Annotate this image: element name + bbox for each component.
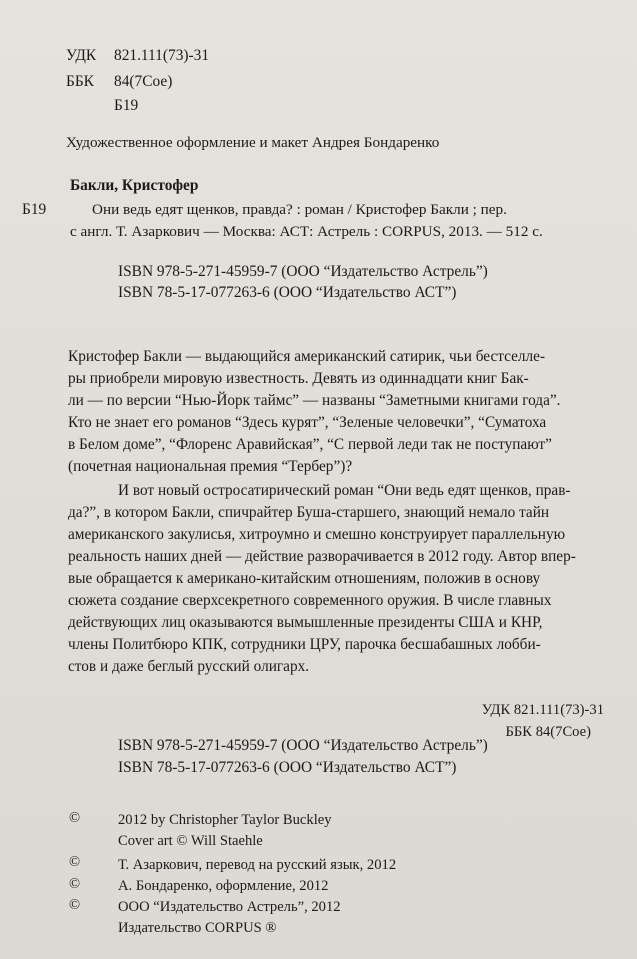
copyright-line: А. Бондаренко, оформление, 2012 (118, 878, 329, 894)
copyright-line: Cover art © Will Staehle (118, 833, 263, 849)
isbn-2: ISBN 78-5-17-077263-6 (ООО “Издательство АСТ”) (118, 759, 457, 776)
copyright-symbol: © (69, 810, 81, 826)
copyright-symbol: © (69, 876, 81, 892)
isbn-1: ISBN 978-5-271-45959-7 (ООО “Издательство Астрель”) (118, 737, 488, 754)
catalog-isbn-2: ISBN 78-5-17-077263-6 (ООО “Издательство АСТ”) (118, 284, 457, 301)
copyright-line: Т. Азаркович, перевод на русский язык, 2012 (118, 857, 397, 873)
annotation-line: сюжета создание сверхсекретного современного оружия. В числе главных (68, 592, 552, 609)
copyright-symbol: © (69, 854, 81, 870)
design-credit: Художественное оформление и макет Андрея Бондаренко (66, 134, 440, 151)
annotation-line: стов и даже беглый русский олигарх. (68, 658, 310, 675)
catalog-author-heading: Бакли, Кристофер (70, 177, 199, 194)
annotation-line: действующих лиц оказываются вымышленные президенты США и КНР, (68, 614, 543, 631)
annotation-line: ры приобрели мировую известность. Девять из одиннадцати книг Бак- (68, 370, 529, 387)
annotation-line: американского закулисья, хитроумно и смешно конструирует параллельную (68, 526, 566, 543)
annotation-line: реальность наших дней — действие разворачивается в 2012 году. Автор впер- (68, 548, 576, 565)
copyright-line: 2012 by Christopher Taylor Buckley (118, 812, 332, 828)
udk-value: 821.111(73)-31 (114, 47, 210, 64)
udk-code: УДК 821.111(73)-31 (481, 702, 604, 718)
annotation-line: И вот новый остросатирический роман “Они ведь едят щенков, прав- (118, 482, 571, 499)
annotation-line: вые обращается к американо-китайским отношениям, положив в основу (68, 570, 541, 587)
catalog-line-1: Они ведь едят щенков, правда? : роман / Кристофер Бакли ; пер. (92, 201, 507, 218)
annotation-line: (почетная национальная премия “Тербер”)? (68, 458, 353, 475)
bbk-label: ББК (66, 73, 94, 90)
catalog-isbn-1: ISBN 978-5-271-45959-7 (ООО “Издательство Астрель”) (118, 263, 488, 280)
copyright-line: ООО “Издательство Астрель”, 2012 (118, 899, 341, 915)
udk-label: УДК (66, 47, 97, 64)
author-mark: Б19 (114, 97, 139, 114)
annotation-line: в Белом доме”, “Флоренс Аравийская”, “С первой леди так не поступают” (68, 436, 552, 453)
copyright-line: Издательство CORPUS ® (118, 920, 277, 936)
copyright-symbol: © (69, 897, 81, 913)
catalog-margin-mark: Б19 (22, 201, 47, 218)
annotation-line: да?”, в котором Бакли, спичрайтер Буша-старшего, знающий немало тайн (68, 504, 550, 521)
catalog-line-2: с англ. Т. Азаркович — Москва: АСТ: Астрель : CORPUS, 2013. — 512 с. (70, 223, 543, 240)
annotation-line: Кристофер Бакли — выдающийся американский сатирик, чьи бестселле- (68, 348, 546, 365)
annotation-line: Кто не знает его романов “Здесь курят”, “Зеленые человечки”, “Суматоха (68, 414, 547, 431)
bbk-value: 84(7Сое) (114, 73, 173, 90)
annotation-line: ли — по версии “Нью-Йорк таймс” — названы “Заметными книгами года”. (68, 392, 561, 409)
annotation-line: члены Политбюро КПК, сотрудники ЦРУ, парочка бесшабашных лобби- (68, 636, 541, 653)
bbk-code: ББК 84(7Сое) (505, 724, 591, 740)
